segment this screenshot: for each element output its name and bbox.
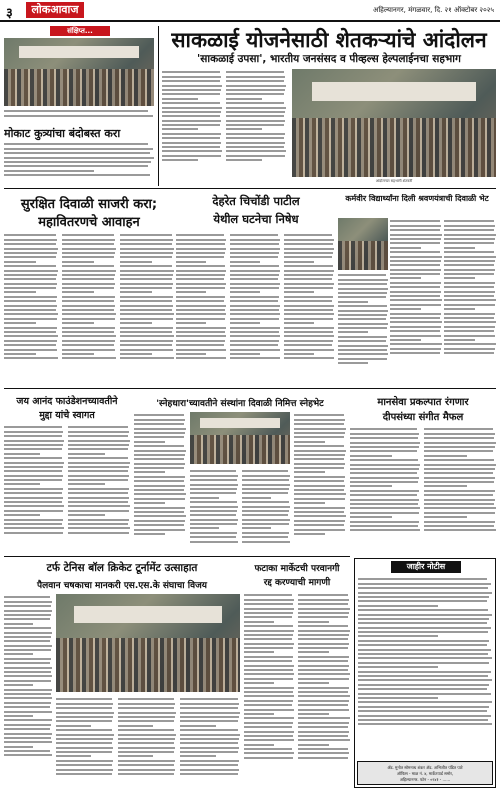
right-headline: कर्मवीर विद्यार्थ्यांना दिली श्रवणयंत्राची दिवाळी भेट	[345, 194, 489, 203]
left-body-col-2	[62, 232, 116, 384]
tennis-body-col-1	[4, 594, 52, 790]
section-divider	[4, 556, 350, 557]
sneh-body-col-4	[294, 412, 346, 558]
main-body-col-2	[226, 69, 286, 179]
manas-headline-1: मानसेवा प्रकल्पात रंगणार	[377, 397, 469, 408]
tennis-subhead: पैलवान चषकाचा मानकरी एस.एस.के संघाचा विजय	[37, 581, 207, 591]
right-body-col-1	[390, 218, 442, 384]
right-body-col-0	[338, 272, 388, 384]
manas-body-col-1	[350, 426, 420, 552]
tennis-body-col-3	[118, 696, 176, 790]
notice-body	[358, 576, 492, 756]
main-photo-caption: आंदोलनात सहभागी शेतकरी	[375, 179, 413, 183]
page-number: ३	[6, 6, 13, 21]
middle-body-col-2	[230, 232, 280, 384]
sneh-body-col-3	[242, 468, 290, 558]
main-body-col-1	[162, 69, 222, 179]
sneh-headline: 'स्नेहधारा'च्यावतीने संस्थांना दिवाळी निमित्त स्नेहभेट	[156, 399, 324, 409]
signature-line-1: ॲड. मुनोत सोमनाथ शंकर ॲड. अभिजीत पंडित पाटे	[387, 765, 463, 770]
right-photo	[338, 218, 388, 270]
middle-body-col-3	[284, 232, 334, 384]
sneh-photo	[190, 412, 290, 464]
middle-body-col-1	[176, 232, 226, 384]
firecracker-body-col-2	[298, 592, 350, 790]
left-body-col-1	[4, 232, 58, 384]
main-headline: साकळाई योजनेसाठी शेतकऱ्यांचे आंदोलन	[171, 28, 487, 52]
manas-headline-2: दीपसंध्या संगीत मैफल	[382, 412, 464, 423]
tennis-body-col-2	[56, 696, 114, 790]
section-divider	[4, 388, 496, 389]
signature-line-2: ऑफिस - माळ नं. ४, मार्केटयार्ड समोर,	[396, 771, 454, 776]
middle-headline-1: देहरेत चिचोंडी पाटील	[212, 194, 300, 208]
notice-title: जाहीर नोटीस	[391, 561, 461, 573]
brief-photo	[4, 38, 154, 106]
jay-headline-2: मुद्दा यांचे स्वागत	[39, 410, 95, 421]
public-notice	[354, 558, 496, 788]
firecracker-body-col-1	[244, 592, 294, 790]
brief-caption	[4, 108, 154, 123]
brief-badge: संक्षिप्त...	[50, 26, 110, 36]
brief-headline: मोकाट कुत्र्यांचा बंदोबस्त करा	[4, 127, 121, 140]
tennis-photo	[56, 594, 240, 692]
column-divider	[158, 26, 159, 186]
jay-body-col-2	[68, 424, 130, 558]
tennis-headline: टर्फ टेनिस बॉल क्रिकेट टूर्नामेंट उत्साहात	[46, 562, 198, 574]
sneh-body-col-1	[134, 412, 186, 558]
dateline: अहिल्यानगर, मंगळवार, दि. २१ ऑक्टोबर २०२५	[372, 6, 494, 14]
brief-body	[4, 141, 154, 185]
masthead	[0, 0, 500, 22]
right-body-col-2	[444, 218, 496, 384]
left-headline-1: सुरक्षित दिवाळी साजरी करा;	[20, 197, 158, 212]
main-photo	[292, 69, 496, 177]
middle-headline-2: येथील घटनेचा निषेध	[213, 212, 299, 226]
section-divider	[4, 188, 496, 189]
tennis-body-col-4	[180, 696, 240, 790]
signature-line-3: अहिल्यानगर. फोन - ०२४१ - ......	[399, 777, 451, 782]
manas-body-col-2	[424, 426, 496, 552]
left-headline-2: महावितरणचे आवाहन	[38, 215, 140, 230]
jay-headline-1: जय आनंद फाउंडेशनच्यावतीने	[16, 396, 118, 407]
firecracker-headline-1: फटाका मार्केटची परवानगी	[254, 564, 340, 574]
newspaper-logo: लोकआवाज	[26, 2, 84, 18]
notice-signature	[357, 761, 493, 785]
left-body-col-3	[120, 232, 174, 384]
jay-body-col-1	[4, 424, 64, 558]
firecracker-headline-2: रद्द करण्याची मागणी	[263, 578, 331, 588]
sneh-body-col-2	[190, 468, 238, 558]
main-subhead: 'साकळाई उपसा', भारतीय जनसंसद व पीव्हल्स हेल्पलाईनचा सहभाग	[197, 53, 461, 65]
